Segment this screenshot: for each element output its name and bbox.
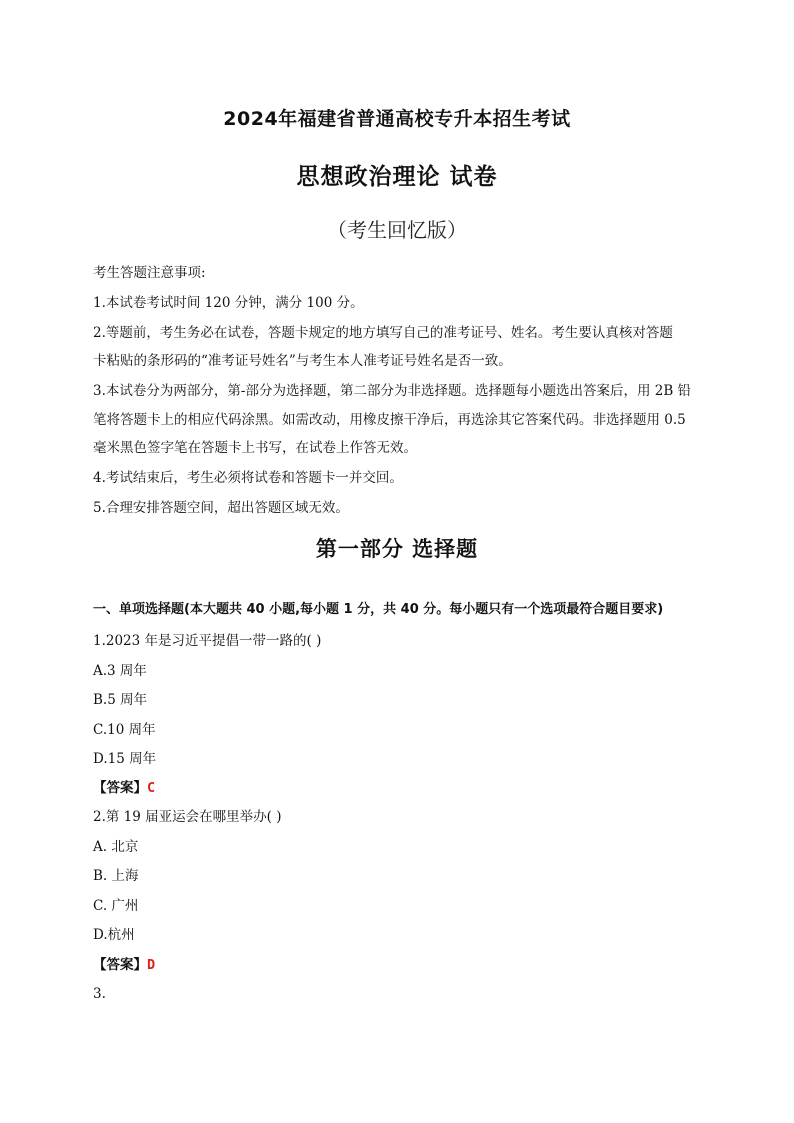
question-option: B. 上海 [93,868,139,884]
answer-key: D [147,957,156,973]
question-option: A.3 周年 [93,663,147,679]
notice-line: 1.本试卷考试时间 120 分钟，满分 100 分。 [93,295,364,311]
section-heading: 一、单项选择题(本大题共 40 小题,每小题 1 分，共 40 分。每小题只有一个选项最符合题目要求) [93,602,664,617]
question-option: C.10 周年 [93,722,156,738]
question-option: D.杭州 [93,927,135,943]
notice-line: 笔将答题卡上的相应代码涂黑。如需改动，用橡皮擦干净后，再选涂其它答案代码。非选择题用 0.5 [93,412,686,428]
question-stem: 3. [93,986,106,1002]
question-option: A. 北京 [93,839,139,855]
notice-line: 卡粘贴的条形码的“准考证号姓名”与考生本人准考证号姓名是否一致。 [93,353,512,369]
question-option: B.5 周年 [93,692,148,708]
answer-key: C [147,780,156,796]
part-title: 第一部分 选择题 [315,537,479,561]
notice-line: 4.考试结束后，考生必须将试卷和答题卡一并交回。 [93,470,403,486]
answer-label: 【答案】 [93,957,147,973]
answer-label: 【答案】 [93,780,147,796]
answer-line [93,954,155,976]
question-stem: 1.2023 年是习近平提倡一带一路的( ) [93,633,322,649]
subject-title: 思想政治理论 试卷 [296,164,498,190]
exam-title: 2024年福建省普通高校专升本招生考试 [223,108,571,130]
notice-line: 毫米黑色签字笔在答题卡上书写，在试卷上作答无效。 [93,440,417,456]
edition-label: （考生回忆版） [327,218,467,242]
question-stem: 2.第 19 届亚运会在哪里举办( ) [93,809,282,825]
question-option: D.15 周年 [93,751,157,767]
notice-heading: 考生答题注意事项: [93,265,206,281]
question-option: C. 广州 [93,898,139,914]
notice-line: 3.本试卷分为两部分，第-部分为选择题，第二部分为非选择题。选择题每小题选出答案后，用 2B 铅 [93,383,692,399]
notice-line: 5.合理安排答题空间，超出答题区域无效。 [93,500,349,516]
notice-line: 2.等题前，考生务必在试卷，答题卡规定的地方填写自己的准考证号、姓名。考生要认真核对答题 [93,325,673,341]
answer-line [93,777,155,799]
